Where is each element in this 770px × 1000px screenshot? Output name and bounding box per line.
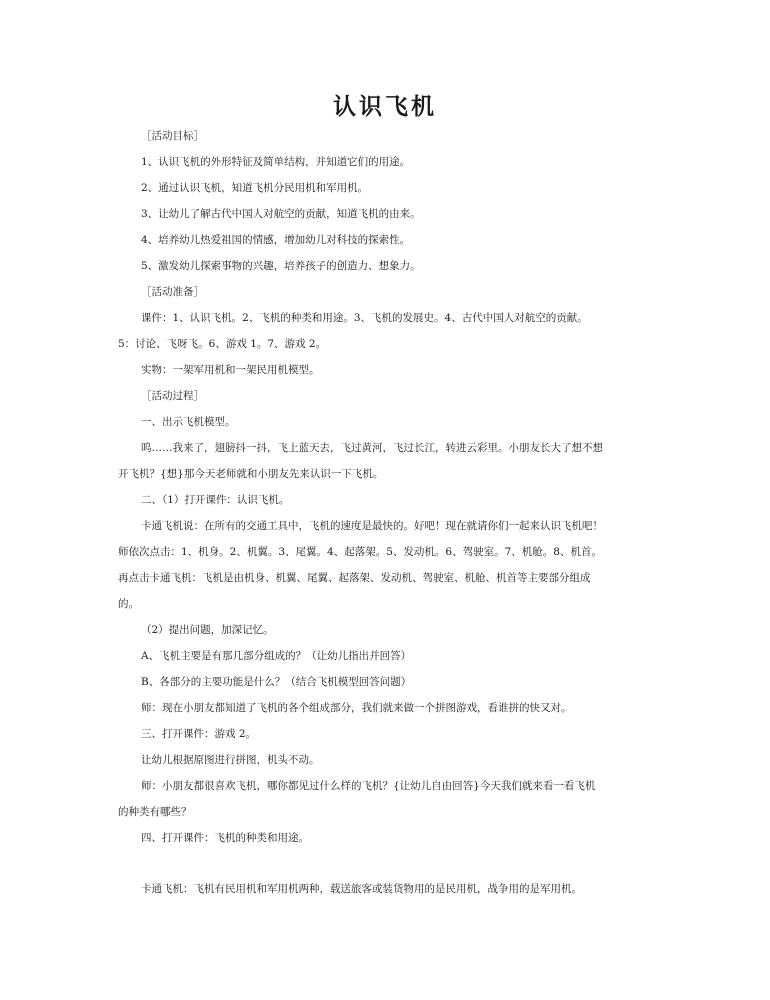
- document-title: 认识飞机: [333, 94, 437, 120]
- section-heading-preparation: ［活动准备］: [141, 286, 204, 298]
- section-heading-goals: ［活动目标］: [141, 130, 204, 142]
- paragraph-line: 师依次点击：1、机身。2、机翼。3、尾翼。4、起落架。5、发动机。6、驾驶室。7、机舱。8、机首。: [118, 546, 602, 558]
- paragraph-line: 5：讨论、飞呀飞。6、游戏 1。7、游戏 2。: [118, 338, 327, 350]
- paragraph-line: 师：现在小朋友都知道了飞机的各个组成部分，我们就来做一个拼图游戏，看谁拼的快又对。: [141, 702, 572, 714]
- paragraph-line: A、飞机主要是有那几部分组成的？（让幼儿指出并回答）: [141, 650, 412, 662]
- paragraph-line: 师：小朋友都很喜欢飞机，哪你都见过什么样的飞机？{让幼儿自由回答}今天我们就来看一看飞机: [141, 780, 596, 792]
- paragraph-line: 四、打开课件：飞机的种类和用途。: [141, 832, 309, 844]
- paragraph-line: 实物：一架军用机和一架民用机模型。: [141, 364, 320, 376]
- paragraph-line: 的种类有哪些？: [118, 806, 192, 818]
- section-heading-process: ［活动过程］: [141, 390, 204, 402]
- paragraph-line: 再点击卡通飞机：飞机是由机身、机翼、尾翼、起落架、发动机、驾驶室、机舱、机首等主要部分组成: [118, 572, 591, 584]
- paragraph-line: 课件：1、认识飞机。2、飞机的种类和用途。3、飞机的发展史。4、古代中国人对航空的贡献。: [141, 312, 588, 324]
- paragraph-line: 5、激发幼儿探索事物的兴趣，培养孩子的创造力、想象力。: [141, 260, 421, 272]
- paragraph-line: 的。: [118, 598, 139, 610]
- paragraph-line: 1、认识飞机的外形特征及简单结构，并知道它们的用途。: [141, 156, 411, 168]
- paragraph-line: 三、打开课件：游戏 2。: [141, 728, 257, 740]
- paragraph-line: 4、培养幼儿热爱祖国的情感，增加幼儿对科技的探索性。: [141, 234, 411, 246]
- paragraph-line: 卡通飞机：飞机有民用机和军用机两种，载送旅客或装货物用的是民用机，战争用的是军用机。: [141, 883, 582, 895]
- paragraph-line: 卡通飞机说：在所有的交通工具中，飞机的速度是最快的。好吧！现在就请你们一起来认识飞机吧！: [141, 520, 603, 532]
- paragraph-line: B、各部分的主要功能是什么？（结合飞机模型回答问题）: [141, 676, 412, 688]
- paragraph-line: 2、通过认识飞机，知道飞机分民用机和军用机。: [141, 182, 369, 194]
- paragraph-line: 3、让幼儿了解古代中国人对航空的贡献，知道飞机的由来。: [141, 208, 421, 220]
- paragraph-line: 呜……我来了，翅膀抖一抖，飞上蓝天去，飞过黄河，飞过长江，转进云彩里。小朋友长大了想不想: [141, 442, 603, 454]
- paragraph-line: 开飞机？{想}那今天老师就和小朋友先来认识一下飞机。: [118, 468, 384, 480]
- paragraph-line: 让幼儿根据原图进行拼图，机头不动。: [141, 754, 320, 766]
- paragraph-line: 一、出示飞机模型。: [141, 416, 236, 428]
- paragraph-line: 二、（1）打开课件：认识飞机。: [141, 494, 290, 506]
- paragraph-line: （2）提出问题，加深记忆。: [141, 624, 274, 636]
